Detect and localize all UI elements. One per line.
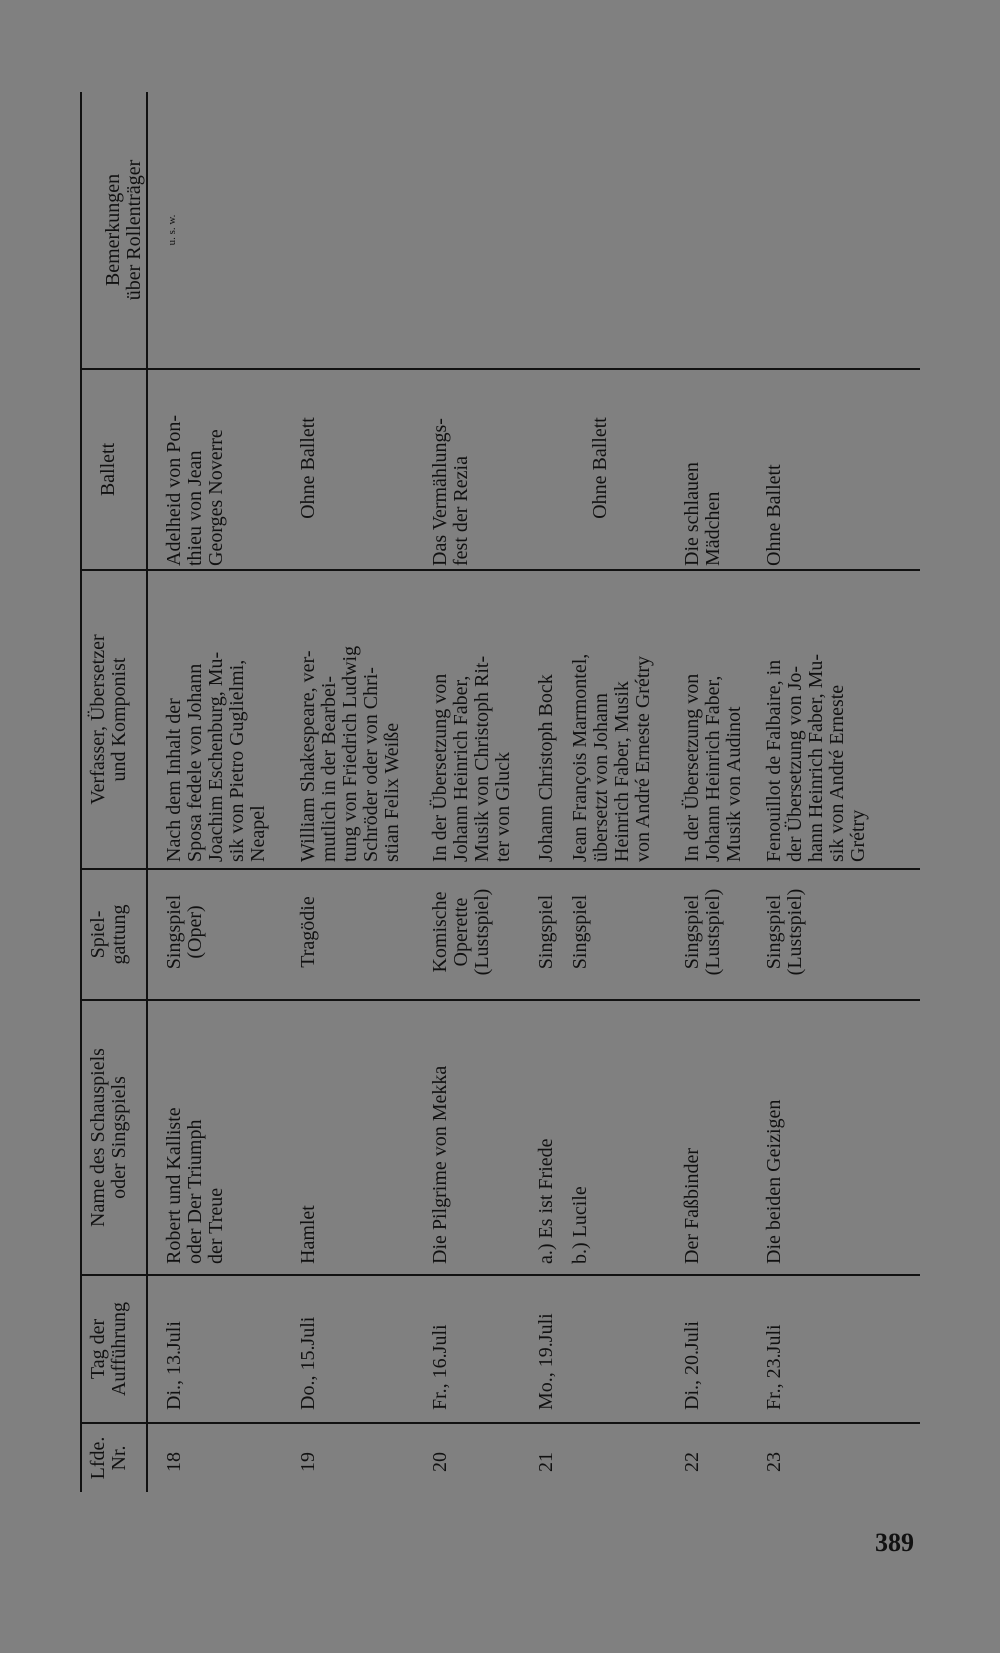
header-author: Verfasser, Übersetzer und Komponist: [87, 634, 130, 805]
header-remarks-small: u. s. w.: [166, 214, 178, 246]
page-number: 389: [875, 1528, 914, 1557]
row-20-date: Fr., 16.Juli: [429, 1324, 451, 1410]
row-19-nr: 19: [297, 1452, 319, 1472]
row-18-name: Robert und Kalliste oder Der Triumph der Treue: [163, 1107, 227, 1264]
row-19-author: William Shakespeare, ver- mutlich in der Bearbei- tung von Friedrich Ludwig Schröder oder von Chri- stian Felix Weiße: [297, 645, 403, 862]
row-18-ballet: Adelheid von Pon- thieu von Jean Georges Noverre: [163, 414, 227, 566]
row-20-name: Die Pilgrime von Mekka: [429, 1065, 451, 1264]
row-18-date: Di., 13.Juli: [163, 1321, 185, 1410]
row-21-author-a: Johann Christoph Bock: [535, 674, 557, 862]
header-ballet: Ballett: [97, 442, 119, 497]
row-19-genre: Tragödie: [297, 896, 319, 968]
header-remarks: [82, 92, 200, 368]
row-19-ballet: Ohne Ballett: [297, 417, 319, 519]
col-rule: [80, 1422, 920, 1424]
row-18-author: Nach dem Inhalt der Sposa fedele von Johann Joachim Eschenburg, Mu- sik von Pietro Guglielmi, Neapel: [163, 651, 269, 862]
row-22-genre: Singspiel (Lustspiel): [681, 888, 724, 976]
row-19-date: Do., 15.Juli: [297, 1316, 319, 1410]
row-18-genre: Singspiel (Oper): [163, 894, 206, 970]
row-21-name-a: a.) Es ist Friede: [535, 1138, 557, 1264]
col-rule: [80, 569, 920, 571]
row-21-date: Mo., 19.Juli: [535, 1313, 557, 1410]
header-remarks-label: Bemerkungen über Rollenträger: [102, 159, 145, 301]
row-21-genre-a: Singspiel: [535, 894, 557, 970]
row-23-name: Die beiden Geizigen: [763, 1099, 785, 1264]
row-23-nr: 23: [763, 1452, 785, 1472]
row-23-genre: Singspiel (Lustspiel): [763, 888, 806, 976]
row-19-name: Hamlet: [297, 1205, 319, 1264]
row-20-nr: 20: [429, 1452, 451, 1472]
row-18-nr: 18: [163, 1452, 185, 1472]
row-22-name: Der Faßbinder: [681, 1147, 703, 1264]
performance-table: [80, 92, 920, 1492]
row-21-nr: 21: [535, 1452, 557, 1472]
header-genre: Spiel- gattung: [87, 904, 130, 965]
row-23-ballet: Ohne Ballett: [763, 464, 785, 566]
row-22-nr: 22: [681, 1452, 703, 1472]
col-rule: [80, 999, 920, 1001]
header-name: Name des Schauspiels oder Singspiels: [87, 1048, 130, 1227]
row-22-date: Di., 20.Juli: [681, 1321, 703, 1410]
header-date: Tag der Aufführung: [87, 1301, 130, 1397]
col-rule: [80, 1274, 920, 1276]
row-23-author: Fenouillot de Falbaire, in der Übersetzung von Jo- hann Heinrich Faber, Mu- sik von André Erneste Grétry: [763, 653, 869, 862]
row-21-author-b: Jean François Marmontel, übersetzt von Johann Heinrich Faber, Musik von André Erneste Grétry: [569, 653, 654, 862]
row-20-ballet: Das Vermählungs- fest der Rezia: [429, 418, 472, 566]
header-nr: Lfde. Nr.: [87, 1436, 130, 1480]
col-rule: [80, 868, 920, 870]
row-23-date: Fr., 23.Juli: [763, 1324, 785, 1410]
row-21-ballet: Ohne Ballett: [589, 417, 611, 519]
row-21-name-b: b.) Lucile: [569, 1186, 591, 1264]
row-20-genre: Komische Operette (Lustspiel): [429, 888, 493, 976]
rotated-table-frame: [80, 92, 920, 1492]
row-22-author: In der Übersetzung von Johann Heinrich Faber, Musik von Audinot: [681, 673, 745, 862]
row-21-genre-b: Singspiel: [569, 894, 591, 970]
row-20-author: In der Übersetzung von Johann Heinrich Faber, Musik von Christoph Rit- ter von Gluck: [429, 655, 514, 862]
row-22-ballet: Die schlauen Mädchen: [681, 462, 724, 566]
